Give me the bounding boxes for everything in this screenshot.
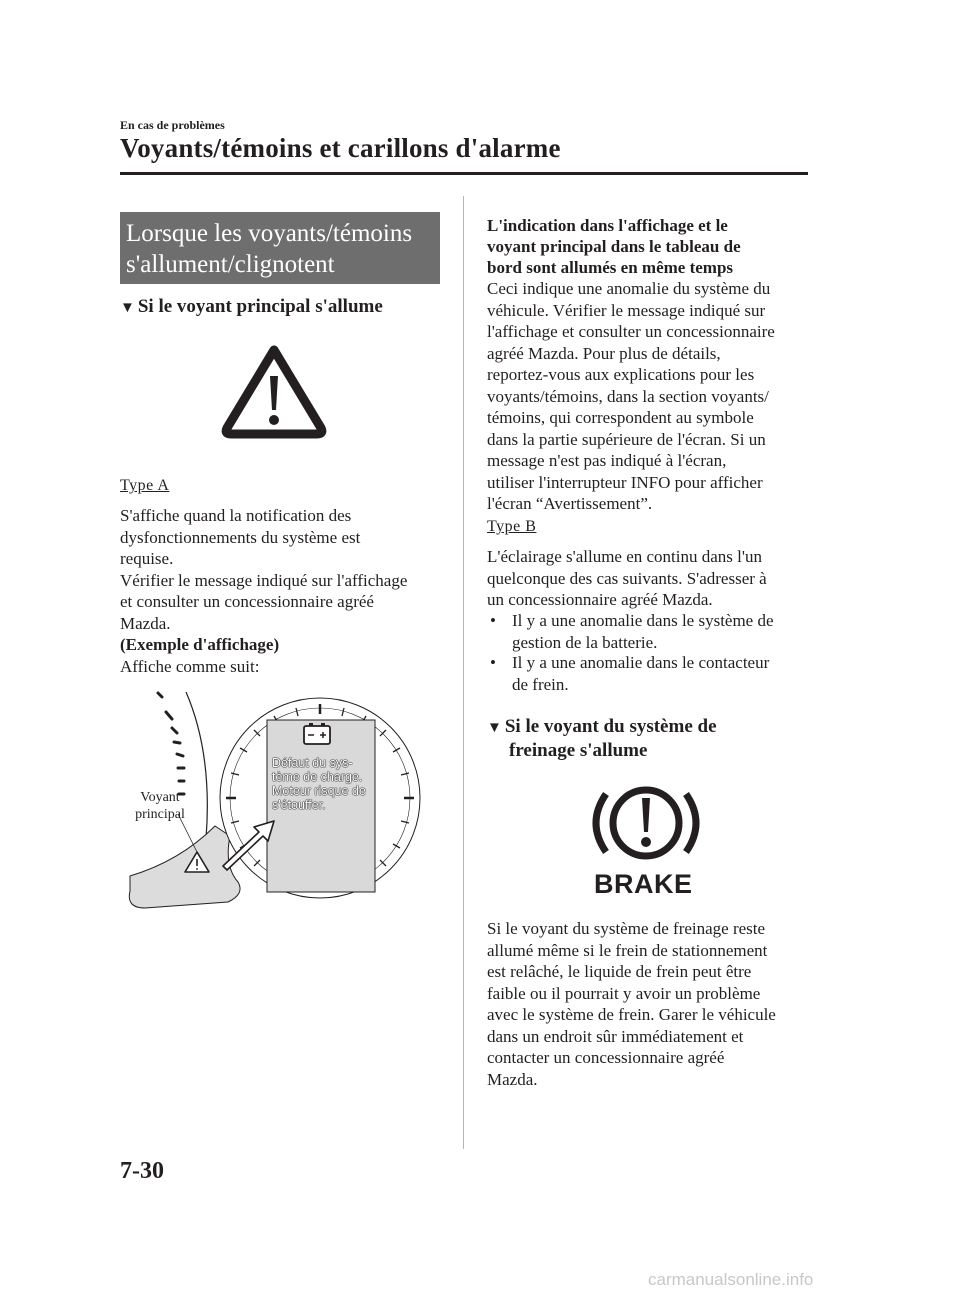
column-divider xyxy=(463,196,464,1149)
triangle-marker-icon: ▼ xyxy=(487,720,502,736)
brake-icon-label: BRAKE xyxy=(594,869,693,899)
subheading-brake xyxy=(487,715,717,740)
subheading-main-warning-text: Si le voyant principal s'allume xyxy=(137,296,383,317)
breadcrumb: En cas de problèmes xyxy=(120,118,225,132)
watermark: carmanualsonline.info xyxy=(648,1270,814,1289)
right-intro-text: Ceci indique une anomalie du système du véhicule. Vérifier le message indiqué sur l'affichage et consulter un concessionnaire agréé Mazda. Pour plus de détails, reportez-vous aux explications pour les voyants/témoins, dans la section voyants/ témoins, qui correspondent au symbole dans la partie supérieure de l'écran. Si un message n'est pas indiqué à l'écran, utiliser l'interrupteur INFO pour afficher l'écran “Avertissement”. xyxy=(487,279,775,513)
type-a-text: S'affiche quand la notification des dysfonctionnements du système est requise. Vérifier le message indiqué sur l'affichage et consulter un concessionnaire agréé Mazda. xyxy=(120,506,408,633)
page-number: 7-30 xyxy=(120,1158,164,1184)
bullet-dot: • xyxy=(490,653,496,672)
warning-triangle-icon xyxy=(218,340,330,440)
subheading-brake-line1: Si le voyant du système de xyxy=(504,716,717,737)
bullet-text: Il y a une anomalie dans le système de gestion de la batterie. xyxy=(512,611,774,652)
section-title-line1: Lorsque les voyants/témoins xyxy=(126,220,413,247)
brake-warning-icon xyxy=(588,782,704,868)
voyant-principal-label: Voyant principal xyxy=(135,790,185,822)
display-message: Défaut du sys- tème de charge. Moteur risque de s'étouffer. xyxy=(272,756,366,812)
type-b-label: Type B xyxy=(487,518,537,535)
brake-text: Si le voyant du système de freinage reste allumé même si le frein de stationnement est relâché, le liquide de frein peut être faible ou il pourrait y avoir un problème avec le système de frein. Garer le véhicule dans un endroit sûr immédiatement et contacter un concessionnaire agréé Mazda. xyxy=(487,919,776,1089)
type-b-text: L'éclairage s'allume en continu dans l'un quelconque des cas suivants. S'adresser à un concessionnaire agréé Mazda. xyxy=(487,547,767,609)
speedo-ticks xyxy=(158,693,184,794)
example-text: Affiche comme suit: xyxy=(120,657,260,676)
bullet-text: Il y a une anomalie dans le contacteur de frein. xyxy=(512,653,770,694)
subheading-main-warning xyxy=(120,295,383,320)
section-title-line2: s'allument/clignotent xyxy=(126,251,335,278)
type-a-label: Type A xyxy=(120,477,170,494)
header-rule xyxy=(120,172,808,175)
bullet-item xyxy=(490,652,810,696)
bullet-dot: • xyxy=(490,611,496,630)
bullet-item xyxy=(490,610,810,654)
right-bold-intro: L'indication dans l'affichage et le voyant principal dans le tableau de bord sont allumés en même temps xyxy=(487,216,741,277)
subheading-brake-line2: freinage s'allume xyxy=(509,740,648,761)
section-title xyxy=(126,218,442,280)
chapter-title: Voyants/témoins et carillons d'alarme xyxy=(120,133,561,163)
battery-icon xyxy=(304,723,330,744)
triangle-marker-icon: ▼ xyxy=(120,300,135,316)
example-heading: (Exemple d'affichage) xyxy=(120,635,280,654)
